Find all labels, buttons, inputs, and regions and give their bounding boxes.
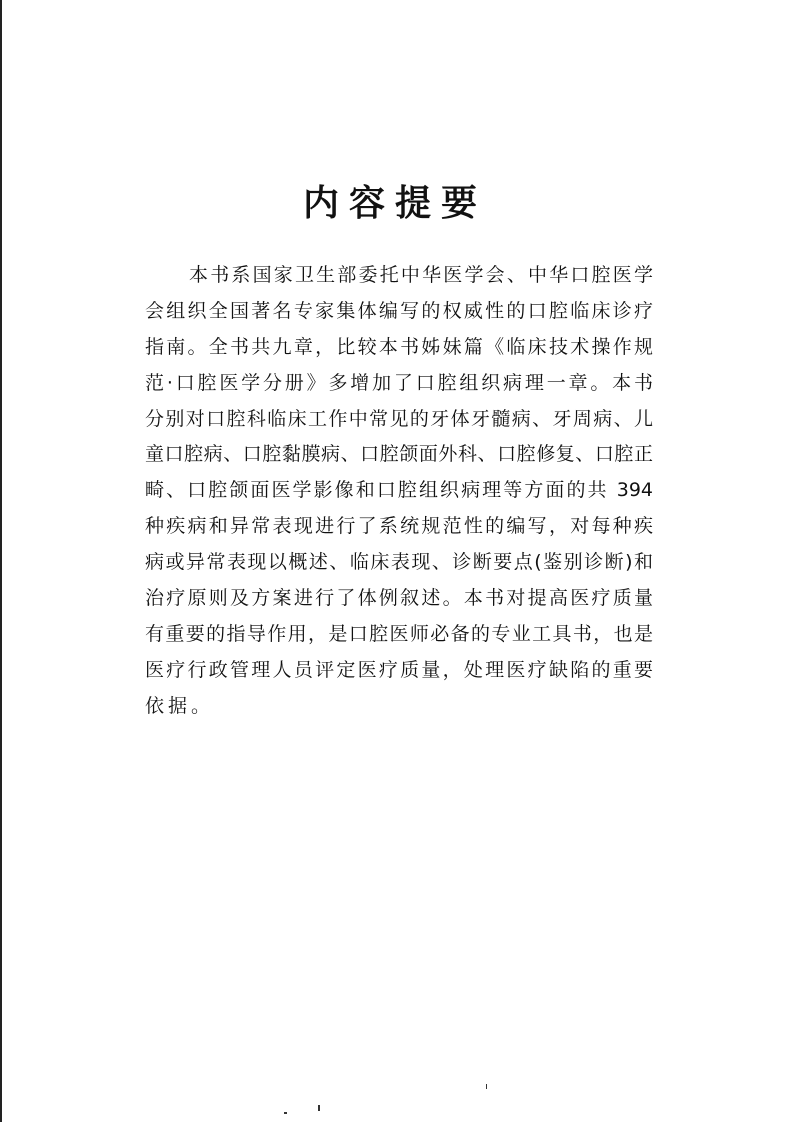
text-line: 分别对口腔科临床工作中常见的牙体牙髓病、牙周病、儿 bbox=[145, 407, 653, 430]
text-line: 种疾病和异常表现进行了系统规范性的编写，对每种疾 bbox=[145, 515, 653, 538]
text-line: 依据。 bbox=[145, 694, 215, 717]
page-edge bbox=[0, 0, 2, 1122]
page-title: 内容提要 bbox=[302, 183, 487, 224]
text-line: 指南。全书共九章，比较本书姊妹篇《临床技术操作规 bbox=[145, 335, 653, 358]
text-line: 医疗行政管理人员评定医疗质量，处理医疗缺陷的重要 bbox=[145, 658, 653, 681]
scan-speck bbox=[318, 1105, 320, 1111]
scan-speck bbox=[486, 1084, 487, 1089]
summary-paragraph bbox=[145, 258, 653, 725]
text-line: 范·口腔医学分册》多增加了口腔组织病理一章。本书 bbox=[145, 371, 653, 394]
scan-speck bbox=[284, 1112, 287, 1114]
text-line: 会组织全国著名专家集体编写的权威性的口腔临床诊疗 bbox=[145, 299, 653, 322]
text-line: 本书系国家卫生部委托中华医学会、中华口腔医学 bbox=[189, 264, 653, 286]
text-line: 病或异常表现以概述、临床表现、诊断要点(鉴别诊断)和 bbox=[145, 551, 653, 574]
text-line: 有重要的指导作用，是口腔医师必备的专业工具书，也是 bbox=[145, 622, 653, 645]
text-line: 童口腔病、口腔黏膜病、口腔颌面外科、口腔修复、口腔正 bbox=[145, 443, 653, 466]
text-line: 畸、口腔颌面医学影像和口腔组织病理等方面的共 394 bbox=[145, 479, 653, 502]
text-line: 治疗原则及方案进行了体例叙述。本书对提高医疗质量 bbox=[145, 587, 653, 610]
